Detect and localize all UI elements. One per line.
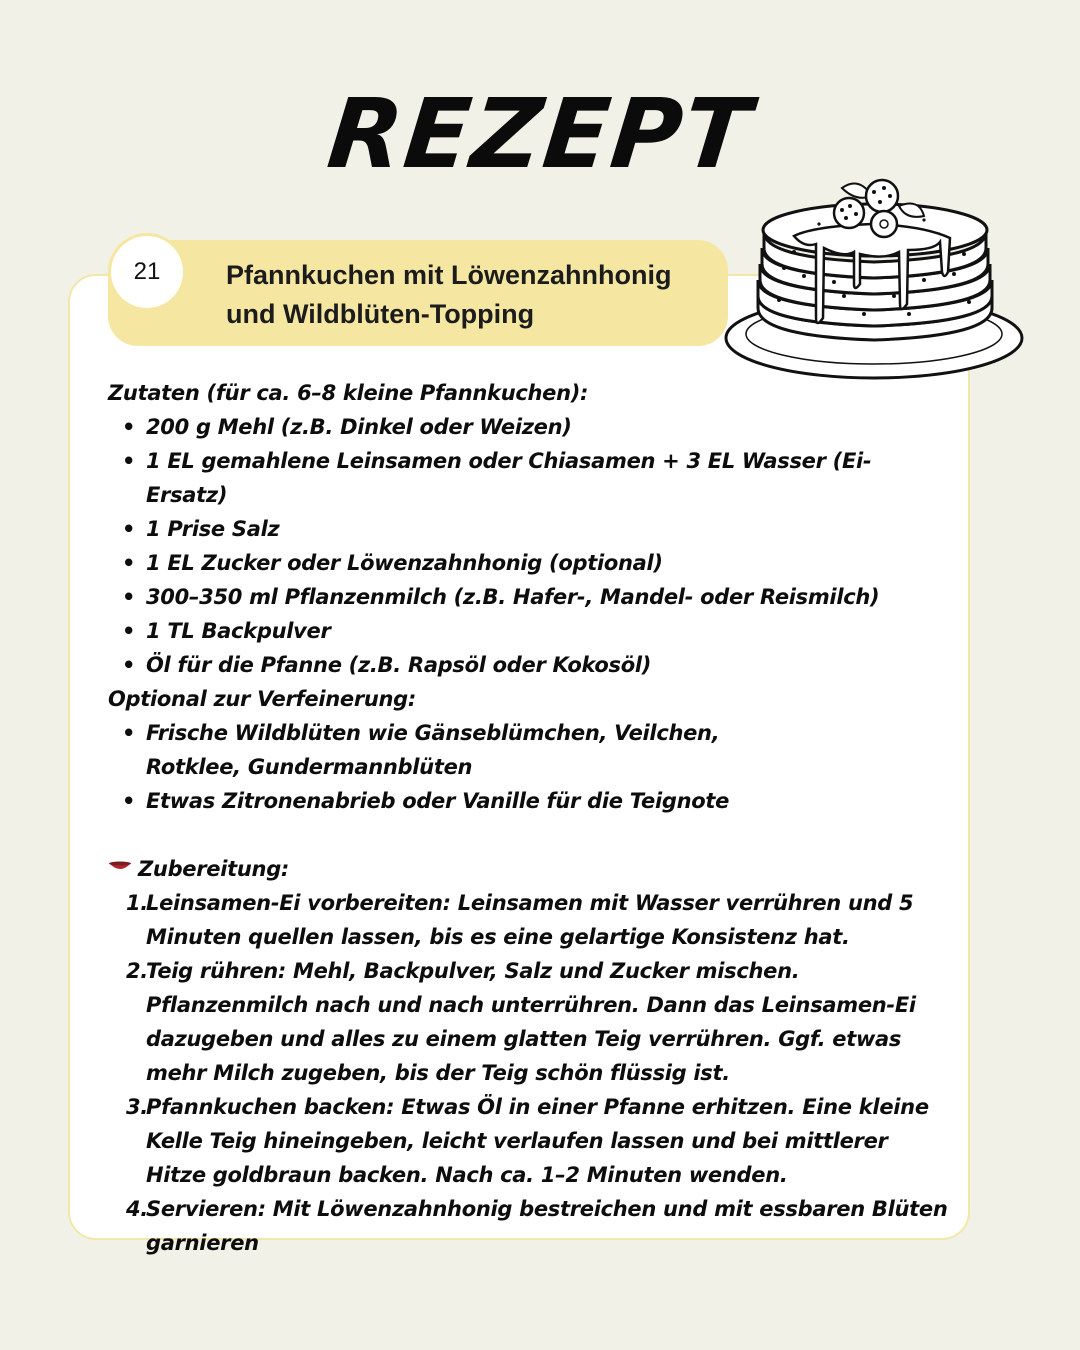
step-text: Teig rühren: Mehl, Backpulver, Salz und Zucker mischen. Pflanzenmilch nach und nach unterrühren. Dann das Leinsamen-Ei dazugeben und alles zu einem glatten Teig verrühren. Ggf. etwas mehr Milch zugeben, bis der Teig schön flüssig ist. xyxy=(146,959,916,1085)
preparation-heading-row xyxy=(108,852,948,886)
list-item: • 1 EL gemahlene Leinsamen oder Chiasamen + 3 EL Wasser (Ei-Ersatz) xyxy=(108,444,948,512)
list-item: • Etwas Zitronenabrieb oder Vanille für die Teignote xyxy=(108,784,948,818)
list-item: • Öl für die Pfanne (z.B. Rapsöl oder Kokosöl) xyxy=(108,648,948,682)
list-item xyxy=(108,1090,948,1192)
optional-heading: Optional zur Verfeinerung: xyxy=(108,687,417,711)
recipe-title-line1: Pfannkuchen mit Löwenzahnhonig xyxy=(226,260,672,290)
step-text: Leinsamen-Ei vorbereiten: Leinsamen mit Wasser verrühren und 5 Minuten quellen lassen, bis es eine gelartige Konsistenz hat. xyxy=(146,891,914,949)
spacer xyxy=(108,818,948,852)
ingredients-heading: Zutaten (für ca. 6–8 kleine Pfannkuchen): xyxy=(108,381,589,405)
list-item: • 1 Prise Salz xyxy=(108,512,948,546)
step-text: Servieren: Mit Löwenzahnhonig bestreichen und mit essbaren Blüten garnieren xyxy=(146,1197,948,1255)
ingredients-list xyxy=(108,410,948,682)
list-item xyxy=(108,954,948,1090)
list-item: • 200 g Mehl (z.B. Dinkel oder Weizen) xyxy=(108,410,948,444)
recipe-content xyxy=(108,376,948,1260)
step-number: 1. xyxy=(126,891,148,915)
recipe-title xyxy=(226,256,716,334)
list-item: • Frische Wildblüten wie Gänseblümchen, Veilchen, Rotklee, Gundermannblüten xyxy=(108,716,948,784)
bowl-icon xyxy=(108,861,132,873)
list-item: • 300–350 ml Pflanzenmilch (z.B. Hafer-, Mandel- oder Reismilch) xyxy=(108,580,948,614)
list-item xyxy=(108,1192,948,1260)
list-item xyxy=(108,886,948,954)
list-item: • 1 EL Zucker oder Löwenzahnhonig (optional) xyxy=(108,546,948,580)
optional-list xyxy=(108,716,948,818)
recipe-title-line2: und Wildblüten-Topping xyxy=(226,299,535,329)
recipe-number-badge: 21 xyxy=(111,236,183,308)
page-title: REZEPT xyxy=(322,78,758,190)
preparation-heading: Zubereitung: xyxy=(138,857,290,881)
step-number: 4. xyxy=(126,1197,148,1221)
list-item: • 1 TL Backpulver xyxy=(108,614,948,648)
step-text: Pfannkuchen backen: Etwas Öl in einer Pfanne erhitzen. Eine kleine Kelle Teig hineingeben, leicht verlaufen lassen und bei mittlerer Hitze goldbraun backen. Nach ca. 1–2 Minuten wenden. xyxy=(146,1095,929,1187)
step-number: 3. xyxy=(126,1095,148,1119)
step-number: 2. xyxy=(126,959,148,983)
preparation-steps xyxy=(108,886,948,1260)
pancake-stack-icon xyxy=(724,168,1034,396)
